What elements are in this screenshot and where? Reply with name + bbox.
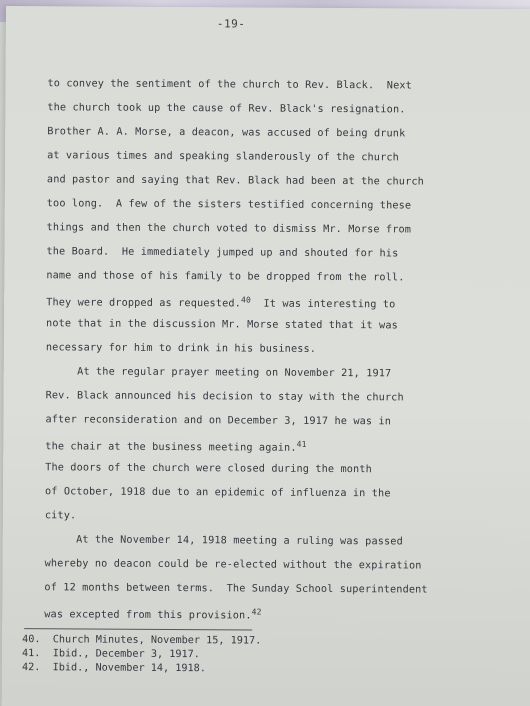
text-line: the Board. He immediately jumped up and shouted for his xyxy=(46,246,399,260)
body-text xyxy=(2,6,530,706)
text-line: city. xyxy=(44,510,77,522)
footnote-ref: 41 xyxy=(296,439,307,449)
footnote: 41. Ibid., December 3, 1917. xyxy=(22,648,200,661)
text-line: of October, 1918 due to an epidemic of influenza in the xyxy=(44,486,391,500)
text-line: name and those of his family to be dropped from the roll. xyxy=(46,270,405,284)
line-text: the chair at the business meeting again. xyxy=(45,441,297,454)
line-text: was excepted from this provision. xyxy=(44,609,252,622)
text-line-with-note xyxy=(45,438,306,454)
text-line: whereby no deacon could be re-elected without the expiration xyxy=(44,558,422,572)
text-line: At the regular prayer meeting on November 21, 1917 xyxy=(45,366,392,380)
line-text-after: It was interesting to xyxy=(250,298,396,311)
typed-page xyxy=(2,6,530,706)
text-line: too long. A few of the sisters testified concerning these xyxy=(46,198,412,212)
footnote-ref: 40 xyxy=(240,295,251,305)
text-line: at various times and speaking slanderously of the church xyxy=(47,150,399,164)
footnote: 40. Church Minutes, November 15, 1917. xyxy=(22,634,262,647)
page-number: -19- xyxy=(216,17,246,31)
text-line: to convey the sentiment of the church to Rev. Black. Next xyxy=(47,78,412,92)
footnote-ref: 42 xyxy=(251,607,262,617)
footnote: 42. Ibid., November 14, 1918. xyxy=(21,662,207,675)
text-line: after reconsideration and on December 3, 1917 he was in xyxy=(45,414,392,428)
text-line: note that in the discussion Mr. Morse stated that it was xyxy=(46,318,398,332)
text-line: things and then the church voted to dismiss Mr. Morse from xyxy=(46,222,412,236)
text-line: and pastor and saying that Rev. Black had been at the church xyxy=(46,174,424,188)
line-text: They were dropped as requested. xyxy=(46,297,242,310)
text-line-with-note xyxy=(46,294,395,310)
text-line-with-note xyxy=(44,606,261,621)
text-line: Brother A. A. Morse, a deacon, was accused of being drunk xyxy=(47,126,406,140)
text-line: Rev. Black announced his decision to stay with the church xyxy=(45,390,404,404)
text-line: At the November 14, 1918 meeting a ruling was passed xyxy=(44,534,403,548)
text-line: the church took up the cause of Rev. Black's resignation. xyxy=(47,102,406,116)
text-line: of 12 months between terms. The Sunday School superintendent xyxy=(44,582,428,596)
text-line: The doors of the church were closed during the month xyxy=(45,462,372,476)
text-line: necessary for him to drink in his business. xyxy=(45,342,317,355)
